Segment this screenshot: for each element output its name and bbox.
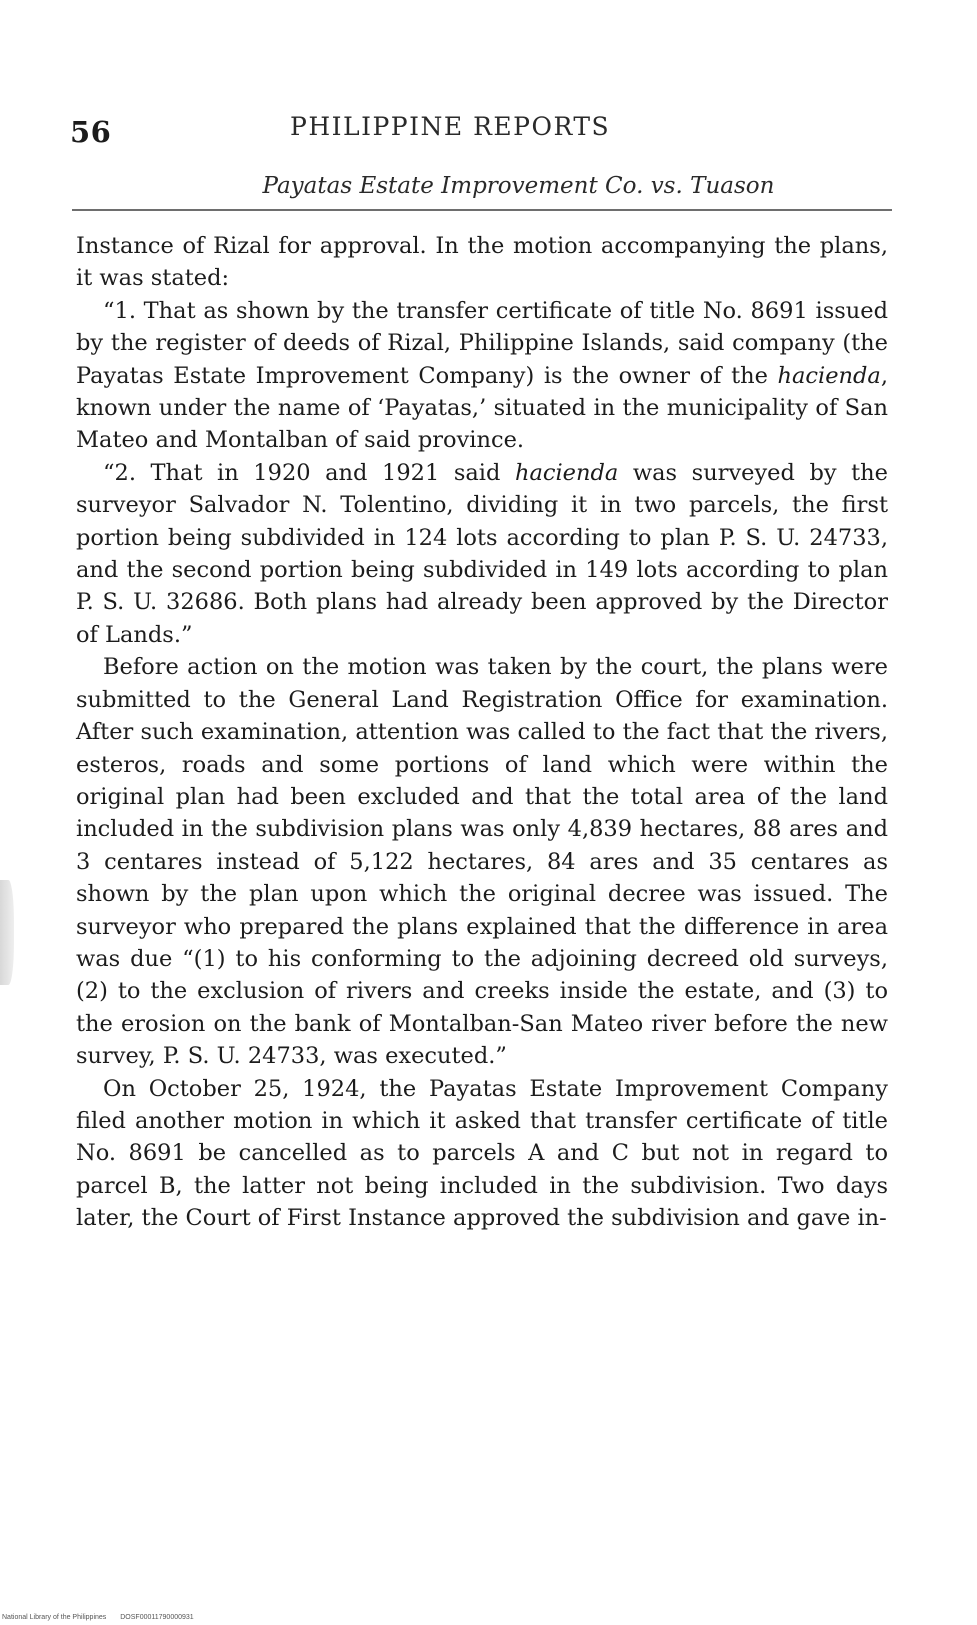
quoted-item-2-text-b: was surveyed by the surveyor Salvador N. Tolentino, dividing it in two parcels, the first portion being subdivided in 124 lots according to plan P. S. U. 24733, and the second portion being subdivided in 149 lots according to plan P. S. U. 32686. Both plans had already been approved by the Director of Lands.” <box>76 459 888 648</box>
case-title: Payatas Estate Improvement Co. vs. Tuason <box>262 173 775 199</box>
body-text <box>76 230 888 1235</box>
quoted-item-1-text-a: “1. That as shown by the transfer certificate of title No. 8691 issued by the register of deeds of Rizal, Philippine Islands, said company (the Payatas Estate Improvement Company) is the owner of the <box>76 297 888 389</box>
quoted-item-1 <box>76 295 888 457</box>
paragraph-1: Instance of Rizal for approval. In the motion accompanying the plans, it was stated: <box>76 233 888 292</box>
scan-margin-shadow <box>0 880 14 985</box>
paragraph-3: On October 25, 1924, the Payatas Estate Improvement Company filed another motion in which it asked that transfer certificate of title No. 8691 be cancelled as to parcels A and C but not in regard to parcel B, the latter not being included in the subdivision. Two days later, the Court of First Instance approved the subdivision and gave in- <box>76 1075 888 1232</box>
quoted-item-2-text-a: “2. That in 1920 and 1921 said <box>103 459 515 486</box>
running-head: PHILIPPINE REPORTS <box>290 112 611 141</box>
footer-code: DOSF00011790000931 <box>120 1614 194 1621</box>
quoted-item-2 <box>76 457 888 651</box>
header-rule <box>72 209 892 211</box>
quoted-item-2-emphasis: hacienda <box>514 459 619 486</box>
footer-library: National Library of the Philippines <box>2 1614 107 1621</box>
quoted-item-1-text-b: , known under the name of ‘Payatas,’ situated in the municipality of San Mateo and Montalban of said province. <box>76 362 888 454</box>
paragraph-2: Before action on the motion was taken by the court, the plans were submitted to the General Land Registration Office for examination. After such examination, attention was called to the fact that the rivers, esteros, roads and some portions of land which were within the original plan had been excluded and that the total area of the land included in the subdivision plans was only 4,839 hectares, 88 ares and 3 centares instead of 5,122 hectares, 84 ares and 35 centares as shown by the plan upon which the original decree was issued. The surveyor who prepared the plans explained that the difference in area was due “(1) to his conforming to the adjoining decreed old surveys, (2) to the exclusion of rivers and creeks inside the estate, and (3) to the erosion on the bank of Montalban-San Mateo river before the new survey, P. S. U. 24733, was executed.” <box>76 654 888 1070</box>
quoted-item-1-emphasis: hacienda <box>777 362 881 389</box>
scan-footer <box>2 1614 194 1621</box>
page-number: 56 <box>70 115 112 149</box>
